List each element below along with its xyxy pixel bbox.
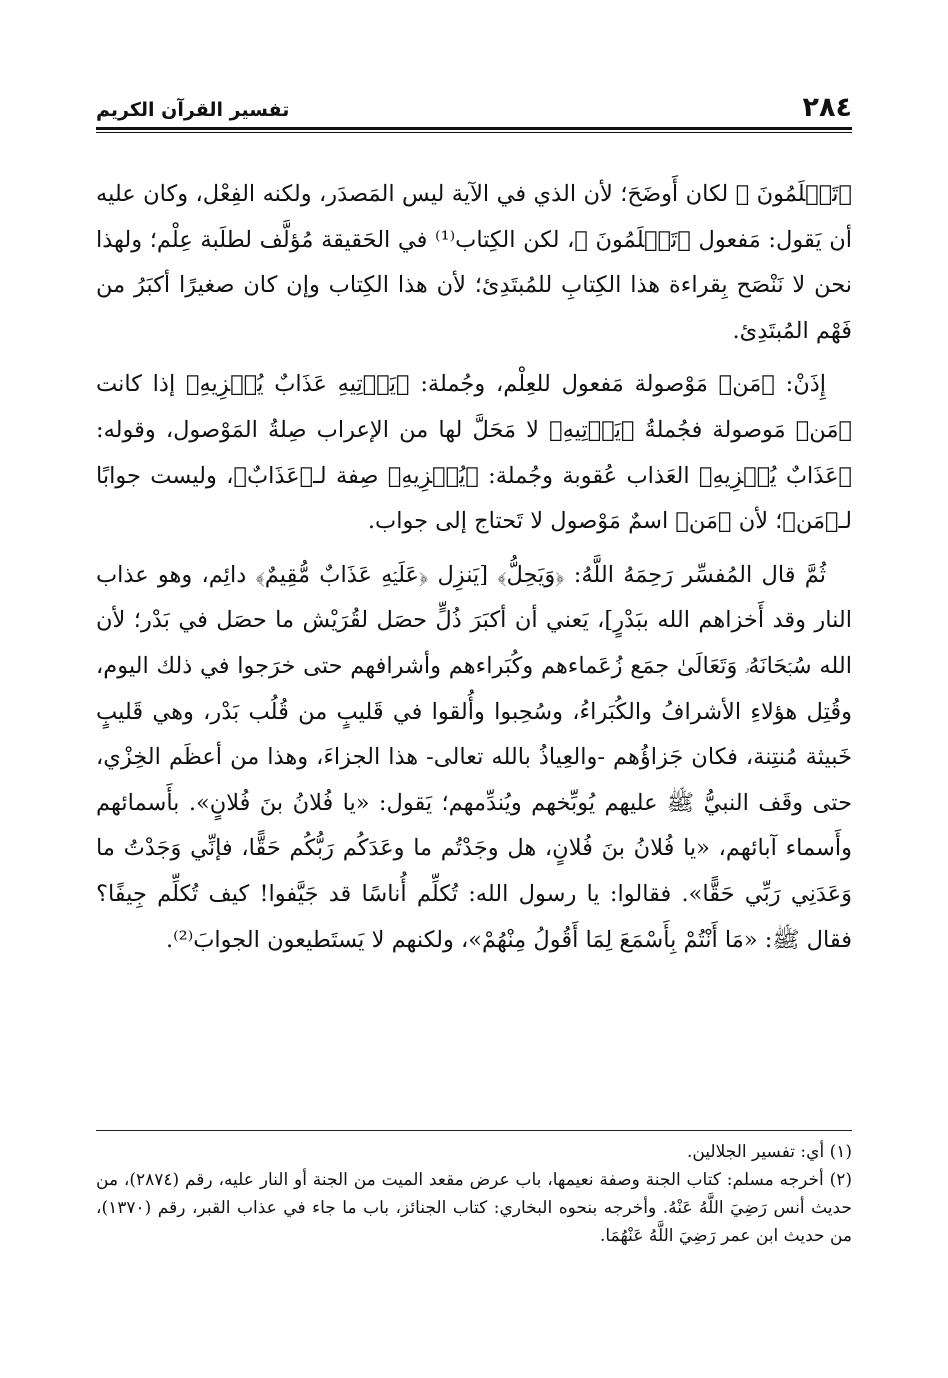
header-rule-thin [96, 132, 852, 133]
footnotes [96, 1138, 852, 1250]
main-text [96, 172, 852, 971]
footnote-separator [96, 1130, 852, 1131]
footnote-2: (٢) أخرجه مسلم: كتاب الجنة وصفة نعيمها، باب عرض مقعد الميت من الجنة أو النار عليه، رقم (٢٨٧٤)، من حديث أنس رَضِيَ اللَّهُ عَنْهُ. وأخرجه بنحوه البخاري: كتاب الجنائز، باب ما جاء في عذاب القبر، رقم (١٣٧٠)، من حديث ابن عمر رَضِيَ اللَّهُ عَنْهُمَا. [96, 1170, 852, 1246]
header-rule-thick [96, 127, 852, 130]
page-header [96, 86, 852, 124]
page-number: ٢٨٤ [802, 92, 852, 123]
running-title: تفسير القرآن الكريم [96, 99, 290, 121]
paragraph-3: ثُمَّ قال المُفسِّر رَحِمَهُ اللَّهُ: ﴿وَيَحِلُّ﴾ [يَنزِل ﴿عَلَيۡهِ عَذَابٌ مُّقِيمٌ﴾ دائِم، وهو عذاب النار وقد أَخزاهم الله ببَدْرٍ]، يَعني أن أكبَرَ ذُلٍّ حصَل لقُرَيْش ما حصَل في بَدْر؛ لأن الله سُبۡحَانَهُۥ وَتَعَالَىٰ جمَع زُعَماءهم وكُبَراءهم وأشرافهم حتى خرَجوا في ذلك اليوم، وقُتِل هؤلاءِ الأشرافُ والكُبَراءُ، وسُحِبوا وأُلقوا في قَليبٍ من قُلُب بَدْر، وهي قَليبٍ خَبيثة مُنتِنة، فكان جَزاؤُهم -والعِياذُ بالله تعالى- هذا الجزاءَ، وهذا من أعظَم الخِزْي، حتى وقَف النبيُّ ﷺ عليهم يُوبِّخهم ويُندِّمهم؛ يَقول: «يا فُلانُ بنَ فُلانٍ». بأَسمائهم وأَسماء آبائهم، «يا فُلانُ بنَ فُلانٍ، هل وجَدْتُم ما وعَدَكُم رَبُّكُم حَقًّا، فإنِّي وَجَدْتُ ما وَعَدَنِي رَبِّي حَقًّا». فقالوا: يا رسول الله: تُكلِّم أُناسًا قد جَيَّفوا! كيف تُكلِّم جِيفًا؟ فقال ﷺ: «مَا أَنْتُمْ بِأَسْمَعَ لِمَا أَقُولُ مِنْهُمْ»، ولكنهم لا يَستَطيعون الجوابَ⁽²⁾. [96, 561, 852, 953]
paragraph-2: إِذَنْ: ﴿مَن﴾ مَوْصولة مَفعول للعِلْم، وجُملة: ﴿يَأۡتِيهِ عَذَابٌ يُخۡزِيهِ﴾ إذا كانت ﴿مَن﴾ مَوصولة فجُملةُ ﴿يَأۡتِيهِ﴾ لا مَحَلَّ لها من الإعراب صِلةُ المَوْصول، وقوله: ﴿عَذَابٌ يُخۡزِيهِ﴾ العَذاب عُقوبة وجُملة: ﴿يُخۡزِيهِ﴾ صِفة لـ﴿عَذَابٌ﴾، وليست جوابًا لـ﴿مَن﴾؛ لأن ﴿مَن﴾ اسمٌ مَوْصول لا تَحتاج إلى جواب. [96, 371, 852, 535]
paragraph-1: ﴿تَعۡلَمُونَ ﴾ لكان أَوضَحَ؛ لأن الذي في الآية ليس المَصدَر، ولكنه الفِعْل، وكان عليه أن يَقول: مَفعول ﴿تَعۡلَمُونَ ﴾، لكن الكِتاب⁽¹⁾ في الحَقيقة مُؤلَّف لطلَبة عِلْم؛ ولهذا نحن لا نَنْصَح بِقراءة هذا الكِتابِ للمُبتَدِئ؛ لأن هذا الكِتاب وإن كان صغيرًا أكبَرُ من فَهْم المُبتَدِئ. [96, 181, 852, 344]
footnote-1: (١) أي: تفسير الجلالين. [686, 1142, 852, 1162]
